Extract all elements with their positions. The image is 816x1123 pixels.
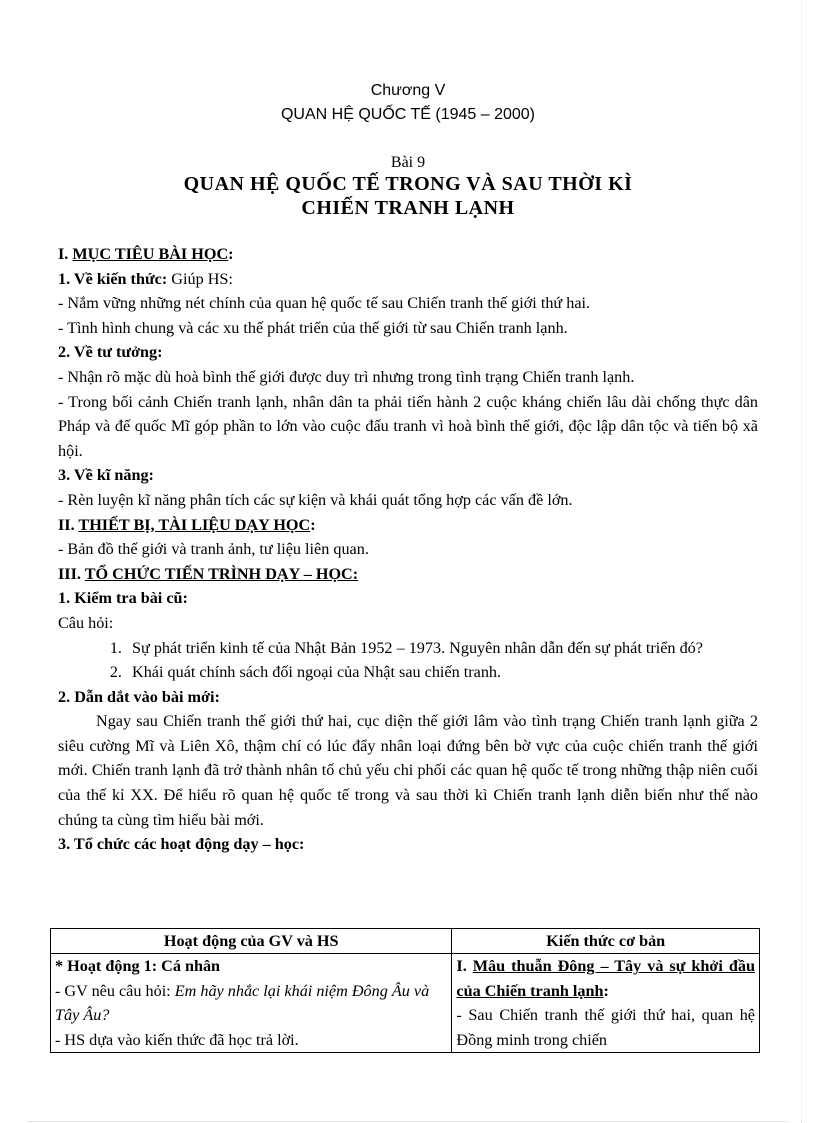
activity-cell (51, 954, 452, 1053)
section1-heading: I. MỤC TIÊU BÀI HỌC: (58, 245, 234, 263)
section2-heading: II. THIẾT BỊ, TÀI LIỆU DẠY HỌC: (58, 515, 316, 534)
equipment-item: - Bản đồ thế giới và tranh ảnh, tư liệu liên quan. (58, 540, 369, 559)
knowledge-subheading: 1. Về kiến thức: Giúp HS: (58, 269, 233, 288)
table-header-activities: Hoạt động của GV và HS (51, 929, 452, 954)
table-row (51, 954, 760, 1053)
lesson-label: Bài 9 (390, 154, 426, 171)
intro-paragraph: Ngay sau Chiến tranh thế giới thứ hai, cục diện thế giới lâm vào tình trạng Chiến tranh lạnh giữa 2 siêu cường Mĩ và Liên Xô, thậm chí có lúc đẩy nhân loại đứng bên bờ vực của cuộc chiến tranh thế giới mới. Chiến tranh lạnh đã trở thành nhân tố chủ yếu chi phối các quan hệ quốc tế trong những thập niên cuối của thế kỉ XX. Để hiểu rõ quan hệ quốc tế trong và sau thời kì Chiến tranh lạnh diễn biến như thế nào chúng ta cùng tìm hiểu bài mới. (58, 712, 758, 829)
knowledge-cell (452, 954, 760, 1053)
skill-item: - Rèn luyện kĩ năng phân tích các sự kiện và khái quát tổng hợp các vấn đề lớn. (58, 490, 573, 509)
thought-item: - Trong bối cảnh Chiến tranh lạnh, nhân dân ta phải tiến hành 2 cuộc kháng chiến lâu dài chống thực dân Pháp và đế quốc Mĩ góp phần to lớn vào cuộc đấu tranh vì hoà bình thế giới, độc lập dân tộc và tiến bộ xã hội. (58, 392, 758, 460)
page-margin-guide (801, 0, 802, 1123)
thought-subheading: 2. Về tư tưởng: (58, 343, 163, 362)
student-answer: - HS dựa vào kiến thức đã học trả lời. (55, 1030, 299, 1049)
lesson-title-line1: QUAN HỆ QUỐC TẾ TRONG VÀ SAU THỜI KÌ (183, 173, 633, 195)
knowledge-item: - Nắm vững những nét chính của quan hệ quốc tế sau Chiến tranh thế giới thứ hai. (58, 294, 591, 313)
section3-heading: III. TỔ CHỨC TIẾN TRÌNH DẠY – HỌC: (58, 564, 359, 583)
table-header-knowledge: Kiến thức cơ bản (452, 929, 760, 954)
lesson-title (58, 172, 758, 220)
question-list (58, 636, 758, 685)
chapter-title: QUAN HỆ QUỐC TẾ (1945 – 2000) (280, 106, 536, 123)
lesson-title-line2: CHIẾN TRANH LẠNH (301, 197, 515, 219)
page-bottom-guide (28, 1121, 788, 1122)
teacher-question: - GV nêu câu hỏi: Em hãy nhắc lại khái niệm Đông Âu và Tây Âu? (55, 981, 430, 1025)
question-item: 1. Sự phát triển kinh tế của Nhật Bản 1952 – 1973. Nguyên nhân dẫn đến sự phát triển đó? (126, 636, 758, 661)
question-item: 2. Khái quát chính sách đối ngoại của Nhật sau chiến tranh. (126, 660, 758, 685)
skill-subheading: 3. Về kĩ năng: (58, 466, 154, 485)
activities-table (50, 928, 760, 1053)
check-subheading: 1. Kiểm tra bài cũ: (58, 589, 188, 608)
intro-subheading: 2. Dẫn dắt vào bài mới: (58, 687, 220, 706)
knowledge-heading: I. Mâu thuẫn Đông – Tây và sự khởi đầu của Chiến tranh lạnh: (456, 957, 755, 1000)
activity-title: * Hoạt động 1: Cá nhân (55, 957, 221, 976)
knowledge-item: - Tình hình chung và các xu thế phát triển của thế giới từ sau Chiến tranh lạnh. (58, 318, 568, 337)
table-header-row (51, 929, 760, 954)
knowledge-text: - Sau Chiến tranh thế giới thứ hai, quan hệ Đồng minh trong chiến (456, 1006, 755, 1049)
thought-item: - Nhận rõ mặc dù hoà bình thế giới được duy trì nhưng trong tình trạng Chiến tranh lạnh. (58, 367, 635, 386)
questions-label: Câu hỏi: (58, 613, 114, 632)
activities-subheading: 3. Tổ chức các hoạt động dạy – học: (58, 835, 305, 854)
chapter-label: Chương V (370, 82, 446, 99)
document-body (58, 242, 758, 857)
